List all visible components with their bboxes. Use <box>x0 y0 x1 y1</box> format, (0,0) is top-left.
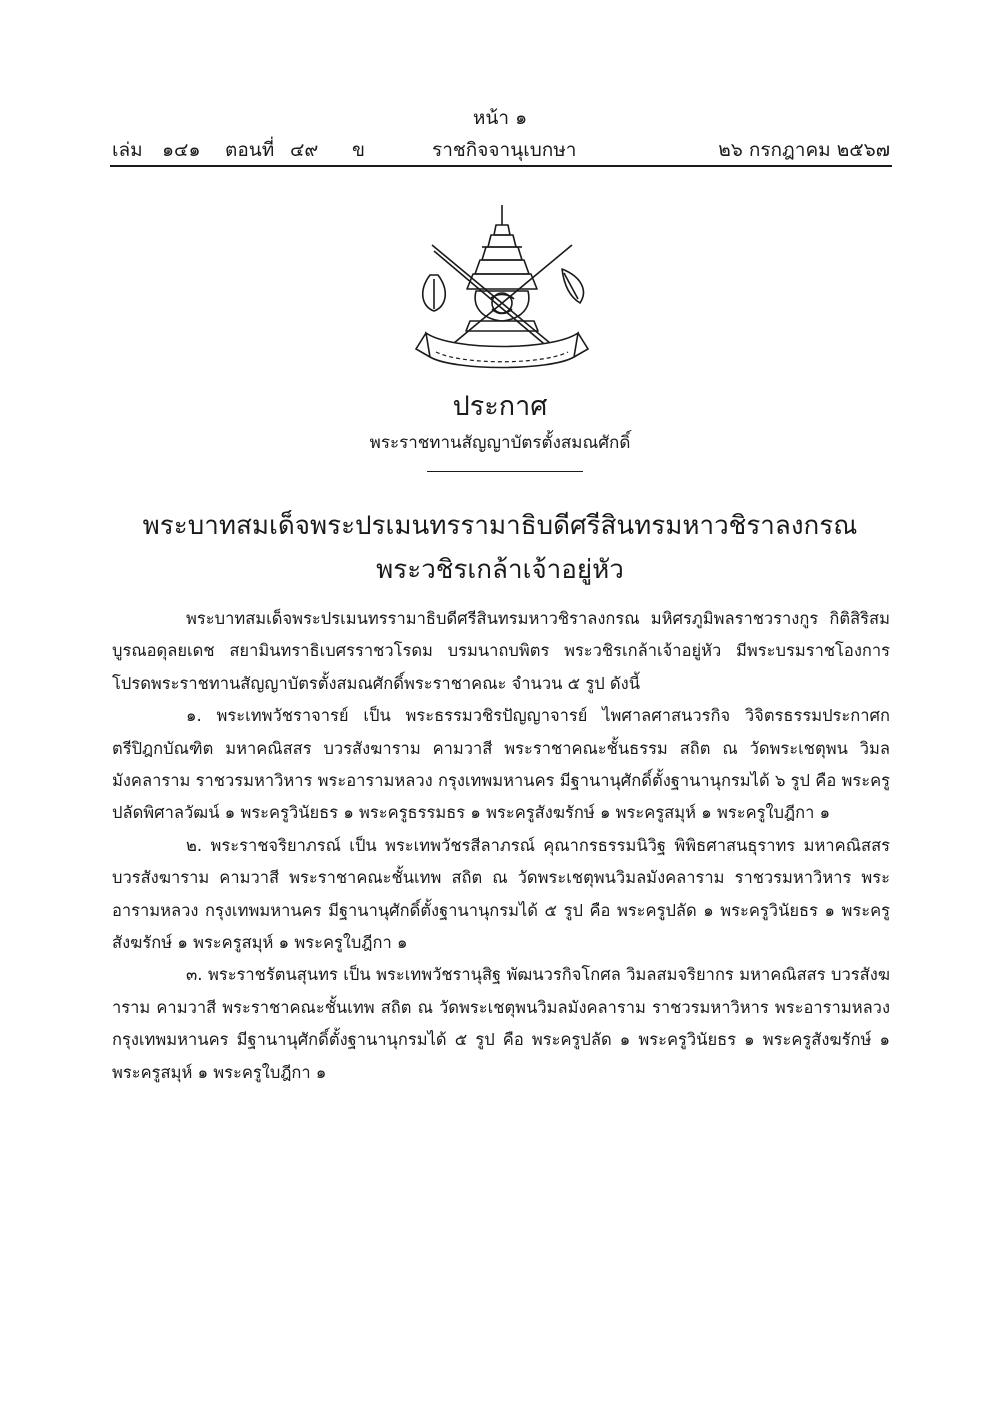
subject-divider <box>427 471 583 472</box>
document-body <box>112 603 890 1089</box>
section-letter: ข <box>352 139 365 161</box>
issue-number: ๔๙ <box>290 139 319 161</box>
publication-date: ๒๖ กรกฎาคม ๒๕๖๗ <box>718 139 890 161</box>
paragraph-item-2: ๒. พระราชจริยาภรณ์ เป็น พระเทพวัชรสีลาภรณ์ คุณากรธรรมนิวิฐ พิพิธศาสนธุราทร มหาคณิสสร บวรสังฆาราม คามวาสี พระราชาคณะชั้นเทพ สถิต ณ วัดพระเชตุพนวิมลมังคลาราม ราชวรมหาวิหาร พระอารามหลวง กรุงเทพมหานคร มีฐานานุศักดิ์ตั้งฐานานุกรมได้ ๕ รูป คือ พระครูปลัด ๑ พระครูวินัยธร ๑ พระครูสังฆรักษ์ ๑ พระครูสมุห์ ๑ พระครูใบฎีกา ๑ <box>112 835 890 953</box>
paragraph-preamble: พระบาทสมเด็จพระปรเมนทรรามาธิบดีศรีสินทรมหาวชิราลงกรณ มหิศรภูมิพลราชวรางกูร กิติสิริสมบูรณอดุลยเดช สยามินทราธิเบศรราชวโรดม บรมนาถบพิตร พระวชิรเกล้าเจ้าอยู่หัว มีพระบรมราชโองการโปรดพระราชทานสัญญาบัตรตั้งสมณศักดิ์พระราชาคณะ จำนวน ๕ รูป ดังนี้ <box>112 609 890 693</box>
royal-cypher-emblem-icon <box>412 203 592 371</box>
header-divider <box>110 165 892 167</box>
gazette-name: ราชกิจจานุเบกษา <box>432 139 577 161</box>
document-type: ประกาศ <box>452 391 548 422</box>
document-title <box>0 504 1000 592</box>
volume-label: เล่ม <box>112 139 143 161</box>
paragraph-item-3: ๓. พระราชรัตนสุนทร เป็น พระเทพวัชรานุสิฐ พัฒนวรกิจโกศล วิมลสมจริยากร มหาคณิสสร บวรสังฆาราม คามวาสี พระราชาคณะชั้นเทพ สถิต ณ วัดพระเชตุพนวิมลมังคลาราม ราชวรมหาวิหาร พระอารามหลวง กรุงเทพมหานคร มีฐานานุศักดิ์ตั้งฐานานุกรมได้ ๕ รูป คือ พระครูปลัด ๑ พระครูวินัยธร ๑ พระครูสังฆรักษ์ ๑ พระครูสมุห์ ๑ พระครูใบฎีกา ๑ <box>112 965 890 1082</box>
volume-number: ๑๔๑ <box>162 139 201 161</box>
page-number: หน้า ๑ <box>472 107 528 129</box>
title-line-2: พระวชิรเกล้าเจ้าอยู่หัว <box>376 555 624 585</box>
gazette-header <box>112 138 890 164</box>
paragraph-item-1: ๑. พระเทพวัชราจารย์ เป็น พระธรรมวชิรปัญญาจารย์ ไพศาลศาสนวรกิจ วิจิตรธรรมประกาศก ตรีปิฎกบัณฑิต มหาคณิสสร บวรสังฆาราม คามวาสี พระราชาคณะชั้นธรรม สถิต ณ วัดพระเชตุพน วิมลมังคลาราม ราชวรมหาวิหาร พระอารามหลวง กรุงเทพมหานคร มีฐานานุศักดิ์ตั้งฐานานุกรมได้ ๖ รูป คือ พระครูปลัดพิศาลวัฒน์ ๑ พระครูวินัยธร ๑ พระครูธรรมธร ๑ พระครูสังฆรักษ์ ๑ พระครูสมุห์ ๑ พระครูใบฎีกา ๑ <box>112 706 890 823</box>
title-line-1: พระบาทสมเด็จพระปรเมนทรรามาธิบดีศรีสินทรมหาวชิราลงกรณ <box>142 511 858 541</box>
issue-label: ตอนที่ <box>225 139 275 161</box>
document-subject: พระราชทานสัญญาบัตรตั้งสมณศักดิ์ <box>369 433 631 453</box>
